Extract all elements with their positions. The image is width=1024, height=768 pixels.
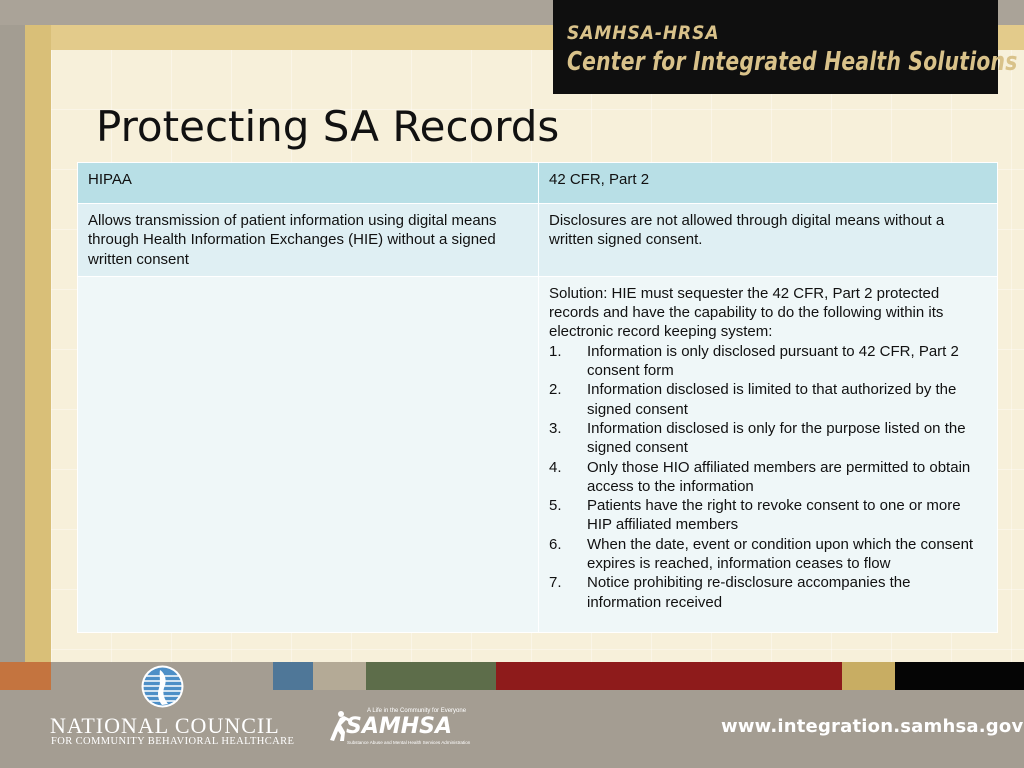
cihs-header-logo bbox=[553, 0, 1018, 94]
list-item bbox=[549, 496, 987, 535]
list-number: 1. bbox=[549, 342, 562, 360]
list-item bbox=[549, 419, 987, 458]
header-line2: Center for Integrated Health Solutions bbox=[567, 47, 1018, 77]
list-number: 5. bbox=[549, 497, 562, 515]
website-url[interactable]: www.integration.samhsa.gov bbox=[721, 716, 1024, 737]
color-bar-segment bbox=[496, 662, 842, 690]
list-number: 4. bbox=[549, 458, 562, 476]
list-text: Notice prohibiting re-disclosure accompanies the information received bbox=[587, 574, 911, 611]
solution-intro: Solution: HIE must sequester the 42 CFR, Part 2 protected records and have the capability to do the following within its electronic record keeping system: bbox=[549, 284, 944, 341]
cell-hipaa-transmission: Allows transmission of patient information using digital means through Health Information Exchanges (HIE) without a signed written consent bbox=[78, 204, 539, 277]
table-row bbox=[78, 276, 998, 632]
list-text: Information is only disclosed pursuant to 42 CFR, Part 2 consent form bbox=[587, 342, 959, 380]
color-bar-segment bbox=[842, 662, 895, 690]
list-number: 6. bbox=[549, 535, 562, 553]
national-council-globe-icon bbox=[140, 664, 185, 709]
gold-left-strip bbox=[25, 25, 51, 662]
cell-empty bbox=[78, 276, 539, 632]
header-line1: SAMHSA-HRSA bbox=[567, 22, 720, 44]
cell-solution bbox=[539, 276, 998, 632]
national-council-name: NATIONAL COUNCIL bbox=[50, 713, 280, 738]
header-cell-hipaa: HIPAA bbox=[78, 163, 539, 204]
national-council-subtitle: FOR COMMUNITY BEHAVIORAL HEALTHCARE bbox=[51, 736, 295, 747]
color-bar-segment bbox=[0, 662, 51, 690]
list-number: 3. bbox=[549, 419, 562, 437]
requirements-list bbox=[549, 342, 987, 612]
table-row bbox=[78, 204, 998, 277]
cell-42cfr-disclosures: Disclosures are not allowed through digital means without a written signed consent. bbox=[539, 204, 998, 277]
list-item bbox=[549, 535, 987, 574]
list-number: 2. bbox=[549, 381, 562, 399]
table-header-row bbox=[78, 163, 998, 204]
header-cell-42cfr: 42 CFR, Part 2 bbox=[539, 163, 998, 204]
color-bar-segment bbox=[895, 662, 1024, 690]
page-title: Protecting SA Records bbox=[96, 102, 560, 151]
list-text: Only those HIO affiliated members are permitted to obtain access to the information bbox=[587, 458, 971, 495]
samhsa-subtitle: Substance Abuse and Mental Health Services Administration bbox=[347, 740, 471, 745]
comparison-table bbox=[77, 162, 998, 633]
list-item bbox=[549, 458, 987, 497]
samhsa-tagline: A Life in the Community for Everyone bbox=[367, 708, 467, 714]
list-text: Information disclosed is limited to that authorized by the signed consent bbox=[587, 381, 957, 418]
list-number: 7. bbox=[549, 574, 562, 592]
list-text: When the date, event or condition upon which the consent expires is reached, information ceases to flow bbox=[587, 535, 974, 573]
samhsa-wordmark: SAMHSA bbox=[346, 714, 453, 739]
color-bar-segment bbox=[366, 662, 496, 690]
color-bar-segment bbox=[273, 662, 313, 690]
list-item bbox=[549, 573, 987, 612]
list-text: Information disclosed is only for the purpose listed on the signed consent bbox=[587, 419, 966, 457]
list-item bbox=[549, 342, 987, 381]
list-text: Patients have the right to revoke consent to one or more HIP affiliated members bbox=[587, 497, 961, 534]
color-bar-segment bbox=[313, 662, 366, 690]
list-item bbox=[549, 380, 987, 419]
